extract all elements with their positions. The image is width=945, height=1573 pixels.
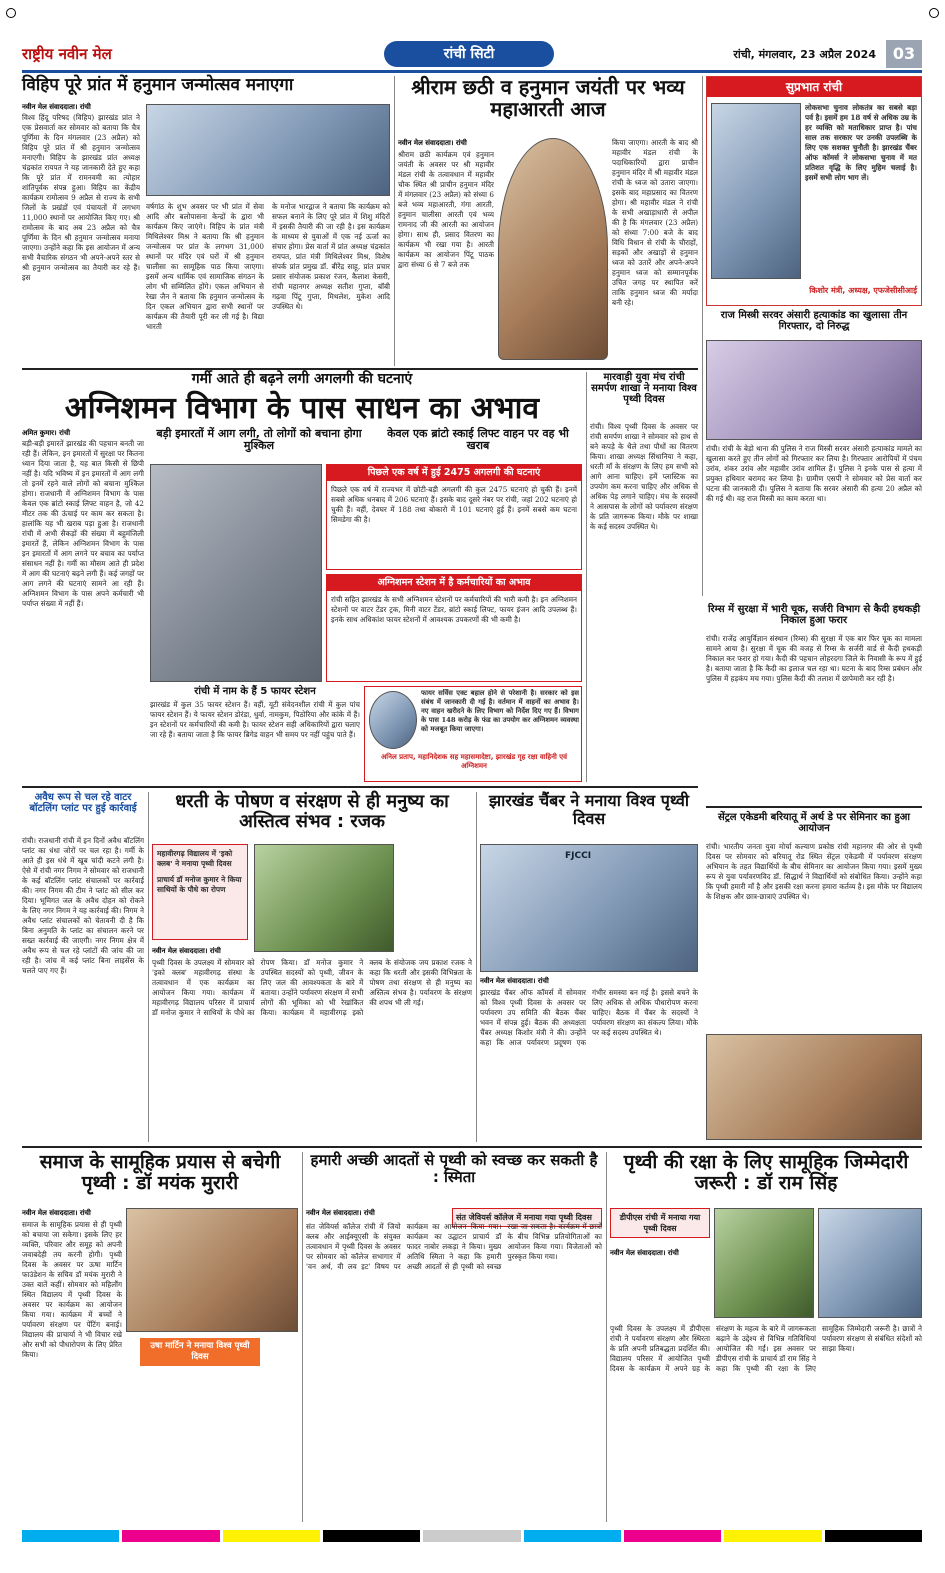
- story-achhi: [306, 1152, 602, 1522]
- suprabhat-title: सुप्रभात रांची: [707, 77, 921, 97]
- story-arrest-text: रांची। रांची के बेड़ो थाना की पुलिस ने राज मिस्त्री सरवर अंसारी हत्याकांड मामले का खुलासा करते हुए तीन लोगों को गिरफ्तार कर लिया है। गिरफ्तार आरोपियों में पंचम उरांव, शंकर उरांव और महावीर उरांव शामिल हैं। पुलिस ने इनके पास से हत्या में प्रयुक्त हथियार बरामद कर लिया है। ग्रामीण एसपी ने सोमवार को प्रेस वार्ता कर घटना की जानकारी दी। पुलिस ने बताया कि सरवर अंसारी की हत्या 20 अप्रैल को की गई थी। वह राज मिस्त्री का काम करता था।: [706, 444, 922, 503]
- fire-stations-title: रांची में नाम के हैं 5 फायर स्टेशन: [194, 686, 316, 697]
- chamber-byline: नवीन मेल संवाददाता। रांची: [480, 977, 549, 985]
- color-swatch: [323, 1530, 420, 1542]
- page-header: [22, 40, 922, 68]
- color-swatch: [825, 1530, 922, 1542]
- achhi-tag: संत जेवियर्स कॉलेज में मनाया गया पृथ्वी दिवस: [452, 1208, 602, 1227]
- column-rule: [586, 372, 587, 782]
- fire-subhead-1: बड़ी इमारतों में आग लगी, तो लोगों को बचाना होगा मुश्किल: [156, 427, 362, 453]
- header-paper-name: राष्ट्रीय नवीन मेल: [22, 45, 112, 63]
- dharti-tag-1: महावीरगढ़ विद्यालय में 'इको क्लब' ने मनाया पृथ्वी दिवस: [157, 849, 233, 868]
- column-rule: [702, 76, 703, 596]
- story-fire: [22, 372, 582, 782]
- fire-byline: अमित कुमार। रांची: [22, 429, 71, 437]
- section-rule: [22, 368, 698, 370]
- dharti-headline: धरती के पोषण व संरक्षण से ही मनुष्य का अस्तित्व संभव : रजक: [175, 791, 449, 833]
- story-vhp-byline: नवीन मेल संवाददाता। रांची: [22, 103, 91, 111]
- story-aarti-col1: श्रीराम छठी कार्यक्रम एवं हनुमान जयंती के अवसर पर श्री महावीर मंडल रांची के तत्वावधान में महावीर चौक स्थित श्री प्राचीन हनुमान मंदिर में मंगलवार (23 अप्रैल) को संध्या 6 बजे भव्य महाआरती, गंगा आरती, हनुमान चालीसा आरती एवं भव्य रामनाद जी की आरती का आयोजन होगा। साथ ही, प्रसाद वितरण का कार्यक्रम भी रखा गया है। आरती कार्यक्रम का आयोजन पिंटू पाठक द्वारा संध्या 6 से 7 बजे तक: [398, 150, 494, 269]
- chamber-text: झारखंड चैंबर ऑफ कॉमर्स में सोमवार को विश्व पृथ्वी दिवस के अवसर पर पर्यावरण उप समिति की बैठक चैंबर भवन में संपन्न हुई। बैठक की अध्यक्षता चैंबर अध्यक्ष किशोर मंत्री ने की। उन्होंने कहा कि आज पर्यावरण प्रदूषण एक गंभीर समस्या बन गई है। इससे बचने के लिए अधिक से अधिक पौधारोपण करना चाहिए। बैठक में चैंबर के सदस्यों ने पर्यावरण संरक्षण का संकल्प लिया। मौके पर कई सदस्य उपस्थित थे।: [480, 988, 698, 1047]
- story-central: [706, 812, 922, 1142]
- raksha-photo-2: [818, 1208, 922, 1318]
- story-vhp: [22, 76, 390, 366]
- achhi-byline: नवीन मेल संवाददाता। रांची: [306, 1209, 375, 1217]
- chamber-photo: [480, 844, 698, 972]
- fire-box-2: [326, 574, 582, 682]
- fire-quote-text: फायर सर्विस एक्ट बहाल होने से परेशानी है। सरकार को इस संबंध में जानकारी दी गई है। वर्तमान में वाहनों का अभाव है। नए वाहन खरीदने के लिए विभाग को निर्देश दिए गए हैं। विभाग के पास 148 करोड़ के फंड का उपयोग कर अग्निशमन व्यवस्था को मजबूत किया जाएगा।: [421, 689, 579, 733]
- story-arrest-headline: राज मिस्त्री सरवर अंसारी हत्याकांड का खुलासा तीन गिरफ्तार, दो निरुद्ध: [720, 310, 908, 333]
- suprabhat-quote: लोकसभा चुनाव लोकतंत्र का सबसे बड़ा पर्व है। इसमें हम 18 वर्ष से अधिक उम्र के हर व्यक्ति को मताधिकार प्राप्त है। पांच साल तक सरकार पर उनकी उपलब्धि के लिए एक सशक्त चुनौती है। झारखंड चैंबर ऑफ कॉमर्स ने लोकसभा चुनाव में मत प्रतिशत वृद्धि के लिए मुहिम चलाई है। इसमें सभी लोग भाग लें।: [805, 103, 917, 182]
- story-vhp-col1: विश्व हिंदू परिषद (विहिप) झारखंड प्रांत ने एक प्रेसवार्ता कर सोमवार को बताया कि चैत्र पूर्णिमा के दिन मंगलवार (23 अप्रैल) को विहिप पूरे प्रांत में श्री हनुमान जन्मोत्सव मनाएगी। विहिप के झारखंड प्रांत अध्यक्ष चंद्रकांत रायपत ने यह जानकारी देते हुए कहा कि पूरे प्रांत में रामनवमी का त्योहार शांतिपूर्वक संपन्न हुआ। विहिप का केंद्रीय कार्यक्रम रामोत्सव 9 अप्रैल से राज्य के सभी जिलों के प्रखंडों एवं पंचायतों में लगभग 11,000 स्थानों पर आयोजित किए गए। श्री रामोत्सव के बाद अब 23 अप्रैल को चैत्र पूर्णिमा के दिन श्री हनुमान जन्मोत्सव मनाया जाएगा। उन्होंने कहा कि इस आयोजन में अन्य सभी वैचारिक संगठन भी अपने-अपने स्तर से श्री हनुमान जन्मोत्सव का तैयारी कर रहे हैं। इस: [22, 113, 140, 282]
- dharti-byline: नवीन मेल संवाददाता। रांची: [152, 947, 221, 955]
- samaj-tag: उषा मार्टिन ने मनाया विश्व पृथ्वी दिवस: [140, 1338, 260, 1366]
- column-rule: [302, 1152, 303, 1522]
- color-swatch: [624, 1530, 721, 1542]
- registration-mark: [6, 8, 16, 18]
- color-swatch: [223, 1530, 320, 1542]
- dharti-tag-2: प्राचार्य डॉ मनोज कुमार ने किया साथियों के पौधे का रोपण: [157, 875, 242, 894]
- rims-headline: रिम्स में सुरक्षा में भारी चूक, सर्जरी विभाग से कैदी हथकड़ी निकाल हुआ फरार: [707, 604, 921, 627]
- story-aarti-headline: श्रीराम छठी व हनुमान जयंती पर भव्य महाआरती आज: [411, 75, 685, 122]
- story-chamber: [480, 792, 698, 1142]
- achhi-text: संत जेवियर्स कॉलेज रांची में जियो क्लब और आईक्यूएसी के संयुक्त तत्वावधान में पृथ्वी दिवस के अवसर पर सोमवार को कॉलेज सभागार में 'वन अर्थ, वी लव इट' विषय पर कार्यक्रम का आयोजन किया गया। कार्यक्रम का उद्घाटन प्राचार्य डॉ फादर नाबोर लकड़ा ने किया। मुख्य अतिथि स्मिता ने कहा कि हमारी अच्छी आदतों से ही पृथ्वी को स्वच्छ रखा जा सकता है। कार्यक्रम में छात्रों के बीच विभिन्न प्रतियोगिताओं का आयोजन किया गया। विजेताओं को पुरस्कृत किया गया।: [306, 1222, 602, 1271]
- fire-subhead-2: केवल एक ब्रांटो स्काई लिफ्ट वाहन पर वह भी खराब: [387, 427, 569, 453]
- story-raksha: [610, 1152, 922, 1522]
- samaj-byline: नवीन मेल संवाददाता। रांची: [22, 1209, 91, 1217]
- color-swatch: [524, 1530, 621, 1542]
- story-aarti-byline: नवीन मेल संवाददाता। रांची: [398, 139, 467, 147]
- header-rule: [22, 70, 922, 73]
- story-arrest-photo: [706, 340, 922, 440]
- story-water: [22, 792, 144, 1142]
- raksha-headline: पृथ्वी की रक्षा के लिए सामूहिक जिम्मेदारी जरूरी : डॉ राम सिंह: [623, 1151, 909, 1195]
- story-vhp-col3: के मनोज भारद्वाज ने बताया कि कार्यक्रम को सफल बनाने के लिए पूरे प्रांत में शिशु मंदिरों में इसकी तैयारी की जा रही है। इस कार्यक्रम के माध्यम से युवाओं में एक नई ऊर्जा का संचार होगा। प्रेस वार्ता में प्रांत अध्यक्ष चंद्रकांत रायपत, प्रांत मंत्री मिथिलेश्वर मिश्र, विशेष संपर्क प्रांत प्रमुख डॉ. बीरेंद्र साहू, प्रांत प्रचार प्रसार संयोजक प्रकाश रंजन, कैलाश केसरी, रांची महानगर अध्यक्ष सतीश गुप्ता, बॉबी गढ़वा पिंटू गुप्ता, मिथलेश, मुकेश आदि उपस्थित थे।: [272, 202, 390, 311]
- fire-box-2-text: रांची सहित झारखंड के सभी अग्निशमन स्टेशनों पर कर्मचारियों की भारी कमी है। इन अग्निशमन स्टेशनों पर वाटर टेंडर ट्रक, मिनी वाटर टेंडर, ब्रांटो स्काई लिफ्ट, फायर इंजन आदि उपलब्ध हैं। इनके साथ अधिकांश फायर स्टेशनों में आवश्यक उपकरणों की भी कमी है।: [331, 595, 577, 624]
- column-rule: [476, 792, 477, 1142]
- water-headline: अवैध रूप से चल रहे वाटर बॉटलिंग प्लांट पर हुई कार्रवाई: [29, 792, 137, 815]
- header-dateline: रांची, मंगलवार, 23 अप्रैल 2024: [733, 48, 876, 61]
- story-arrest: [706, 310, 922, 600]
- color-swatch: [122, 1530, 219, 1542]
- hanuman-illustration: [498, 138, 608, 360]
- fire-box-1: [326, 464, 582, 570]
- fire-box-1-title: पिछले एक वर्ष में हुई 2475 अगलगी की घटनाएं: [327, 465, 581, 481]
- fire-building-photo: [150, 464, 322, 682]
- marwari-headline: मारवाड़ी युवा मंच रांची समर्पण शाखा ने मनाया विश्व पृथ्वी दिवस: [591, 372, 697, 406]
- fire-box-1-text: पिछले एक वर्ष में राज्यभर में छोटी-बड़ी अगलगी की कुल 2475 घटनाएं हो चुकी हैं। इनमें सबसे अधिक धनबाद में 206 घटनाएं हैं। इसके बाद दूसरे नंबर पर रांची, जहां 202 घटनाएं हो चुकी हैं। वहीं, देवघर में 188 तथा बोकारो में 101 घटनाएं हुई हैं। इनमें सबसे कम घटना सिमडेगा की है।: [331, 485, 577, 524]
- header-section-tab: [384, 41, 554, 67]
- page-number: 03: [886, 40, 922, 68]
- column-rule: [394, 76, 395, 366]
- raksha-byline: नवीन मेल संवाददाता। रांची: [610, 1249, 679, 1257]
- fire-box-2-title: अग्निशमन स्टेशन में है कर्मचारियों का अभाव: [327, 575, 581, 591]
- story-marwari: [590, 372, 698, 782]
- fire-headline: अग्निशमन विभाग के पास साधन का अभाव: [64, 390, 540, 426]
- color-swatch: [22, 1530, 119, 1542]
- story-dharti: [152, 792, 472, 1142]
- fire-quote-credit: अनिल प्रताप, महानिदेशक सह महासमादेष्टा, झारखंड गृह रक्षा वाहिनी एवं अग्निशमन: [380, 753, 568, 770]
- dharti-tag-box: [152, 844, 248, 940]
- suprabhat-box: [706, 76, 922, 306]
- samaj-photo: [126, 1208, 298, 1332]
- section-rule: [22, 1146, 922, 1148]
- fire-kicker: गर्मी आते ही बढ़ने लगी अगलगी की घटनाएं: [191, 371, 413, 387]
- story-vhp-photo: [146, 104, 390, 196]
- footer-color-bar: [22, 1530, 922, 1542]
- story-rims: [706, 604, 922, 804]
- raksha-text: पृथ्वी दिवस के उपलक्ष्य में डीपीएस रांची ने पर्यावरण संरक्षण और स्थिरता के प्रति अपनी प्रतिबद्धता प्रदर्शित की। विद्यालय परिसर में आयोजित पृथ्वी दिवस के कार्यक्रम में अपने ग्रह के संरक्षण के महत्व के बारे में जागरूकता बढ़ाने के उद्देश्य से विभिन्न गतिविधियां आयोजित की गईं। इस अवसर पर डीपीएस रांची के प्राचार्य डॉ राम सिंह ने कहा कि पृथ्वी की रक्षा के लिए सामूहिक जिम्मेदारी जरूरी है। छात्रों ने पर्यावरण संरक्षण से संबंधित संदेशों को साझा किया।: [610, 1324, 922, 1373]
- samaj-headline: समाज के सामूहिक प्रयास से बचेगी पृथ्वी : डॉ मयंक मुरारी: [39, 1151, 281, 1195]
- story-aarti: [398, 76, 698, 366]
- section-rule: [22, 786, 698, 788]
- central-headline: सेंट्रल एकेडमी बरियातू में अर्थ डे पर सेमिनार का हुआ आयोजन: [717, 812, 910, 835]
- suprabhat-credit: किशोर मंत्री, अध्यक्ष, एफजेसीसीआई: [809, 286, 917, 295]
- rims-text: रांची। राजेंद्र आयुर्विज्ञान संस्थान (रिम्स) की सुरक्षा में एक बार फिर चूक का मामला सामने आया है। सुरक्षा में चूक की वजह से रिम्स के सर्जरी वार्ड से कैदी हथकड़ी निकाल कर फरार हो गया। कैदी की पहचान लोहरदगा जिले के निवासी के रूप में हुई है। बताया जाता है कि कैदी का इलाज चल रहा था। घटना के बाद रिम्स प्रबंधन और पुलिस में हड़कंप मच गया। पुलिस कैदी की तलाश में छापेमारी कर रही है।: [706, 634, 922, 683]
- story-vhp-headline: विहिप पूरे प्रांत में हनुमान जन्मोत्सव मनाएगा: [22, 75, 294, 95]
- dharti-photo: [254, 844, 394, 952]
- suprabhat-portrait: [711, 103, 801, 279]
- story-aarti-col2: किया जाएगा। आरती के बाद श्री महावीर मंडल रांची के पदाधिकारियों द्वारा प्राचीन हनुमान मंदिर में श्री महावीर मंडल रांची के ध्वज को उतारा जाएगा। इसके बाद महाप्रसाद का वितरण होगा। श्री महावीर मंडल ने रांची के सभी अखाड़ाधारी से अपील की है कि मंगलवार (23 अप्रैल) को संध्या 7:00 बजे के बाद विधि विधान से रांची के चौराहों, सड़कों और अखाड़ों से हनुमान ध्वज को उतारें और अपने-अपने हनुमान ध्वज को सम्मानपूर्वक उचित जगह पर स्थापित करें ताकि हनुमान ध्वज की मर्यादा बनी रहे।: [612, 138, 698, 307]
- samaj-text: समाज के सामूहिक प्रयास से ही पृथ्वी को बचाया जा सकेगा। इसके लिए हर व्यक्ति, परिवार और समूह को अपनी जवाबदेही तय करनी होगी। पृथ्वी दिवस के अवसर पर ऊषा मार्टिन फाउंडेशन के सचिव डॉ मयंक मुरारी ने उक्त बातें कहीं। सोमवार को महिलौंग स्थित विद्यालय में पृथ्वी दिवस के अवसर पर कार्यक्रम का आयोजन किया गया। कार्यक्रम में बच्चों ने पर्यावरण संरक्षण पर पेंटिंग बनाई। विद्यालय की प्राचार्या ने भी विचार रखे और सभी को पौधारोपण के लिए प्रेरित किया।: [22, 1220, 122, 1359]
- registration-mark: [929, 8, 939, 18]
- section-title: रांची सिटी: [443, 46, 495, 62]
- color-swatch: [724, 1530, 821, 1542]
- marwari-text: रांची। विश्व पृथ्वी दिवस के अवसर पर रांची समर्पण शाखा ने सोमवार को हाथ से बने कपड़े के थैले तथा पौधों का वितरण किया। शाखा अध्यक्ष सिंधानिया ने कहा, धरती माँ के संरक्षण के लिए हम सभी को आगे आना चाहिए। हमें प्लास्टिक का उपयोग कम करना चाहिए और अधिक से अधिक पेड़ लगाने चाहिए। मंच के सदस्यों ने आसपास के लोगों को पर्यावरण संरक्षण के प्रति जागरूक किया। मौके पर शाखा के कई सदस्य उपस्थित थे।: [590, 422, 698, 531]
- fire-stations-text: झारखंड में कुल 35 फायर स्टेशन हैं। वहीं, यूटी संवेदनशील रांची में कुल पांच फायर स्टेशन हैं। ये फायर स्टेशन डोरंडा, धुर्वा, नामकुम, पिठोरिया और कांके में हैं। इन स्टेशनों पर कर्मचारियों की कमी है। फायर स्टेशन सही अधिकारियों द्वारा चलाए जा रहे हैं। बताया जाता है कि फायर ब्रिगेड वाहन भी समय पर नहीं पहुंच पाते हैं।: [150, 700, 360, 739]
- dharti-text: पृथ्वी दिवस के उपलक्ष्य में सोमवार को 'इको क्लब' महावीरगढ़ संस्था के तत्वावधान में एक कार्यक्रम का आयोजन किया गया। कार्यक्रम में महावीरगढ़ विद्यालय परिसर में प्राचार्य डॉ मनोज कुमार ने साथियों के पौधे का रोपण किया। डॉ मनोज कुमार ने उपस्थित सदस्यों को पृथ्वी, जीवन के लिए जल की आवश्यकता के बारे में बताया। उन्होंने पर्यावरण संरक्षण में सभी लोगों की भूमिका को भी रेखांकित किया। कार्यक्रम में महावीरगढ़ इको क्लब के संयोजक जय प्रकाश रजक ने कहा कि धरती और इसकी विभिन्नता के पोषण तथा संरक्षण से ही मनुष्य का अस्तित्व संभव है। पर्यावरण के संरक्षण की शपथ भी ली गई।: [152, 958, 472, 1017]
- central-text: रांची। भारतीय जनता युवा मोर्चा कल्याण प्रकोष्ठ रांची महानगर की ओर से पृथ्वी दिवस पर सोमवार को बरियातू रोड स्थित सेंट्रल एकेडमी में पर्यावरण संरक्षण अभियान के तहत विद्यार्थियों के बीच सेमिनार का आयोजन किया गया। इसमें मुख्य रूप से युवा पर्यावरणविद डॉ. सिद्धार्थ ने विद्यार्थियों को संबोधित किया। उन्होंने कहा कि पृथ्वी हमारी माँ है और इसकी रक्षा करना हमारा कर्तव्य है। इस मौके पर विद्यालय के शिक्षक और छात्र-छात्राएं उपस्थित थे।: [706, 842, 922, 901]
- chamber-photo-banner: FJCCI: [565, 851, 592, 861]
- fire-quote-box: [364, 686, 582, 782]
- central-photo: [706, 1034, 922, 1140]
- story-samaj: [22, 1152, 298, 1522]
- color-swatch: [423, 1530, 520, 1542]
- raksha-photo-1: [714, 1208, 814, 1318]
- fire-quote-portrait: [369, 691, 417, 749]
- column-rule: [148, 792, 149, 1142]
- water-text: रांची। राजधानी रांची में इन दिनों अवैध बॉटलिंग प्लांट का धंधा जोरों पर चल रहा है। गर्मी के आते ही इस धंधे में खूब चांदी कटने लगी है। ऐसे में रांची नगर निगम ने सोमवार को राजधानी के कई बॉटलिंग प्लांट संचालकों पर कार्रवाई की। नगर निगम की टीम ने प्लांट को सील कर दिया। भूमिगत जल के अवैध दोहन को रोकने के लिए नगर निगम ने यह कार्रवाई की। निगम ने अवैध प्लांट संचालकों को चेतावनी दी है कि बिना अनुमति के प्लांट का संचालन करने पर सख्त कार्रवाई की जाएगी। नगर निगम क्षेत्र में अवैध रूप से चल रहे प्लांटों की जांच की जा रही है। जांच में कई प्लांट बिना लाइसेंस के चलते पाए गए हैं।: [22, 836, 144, 975]
- column-rule: [606, 1152, 607, 1522]
- story-vhp-col2: वर्षगांठ के शुभ अवसर पर भी प्रांत में सेवा आदि और बलोपासना केन्द्रों के द्वारा भी कार्यक्रम किए जाएंगे। विहिप के प्रांत मंत्री मिथिलेश्वर मिश्र ने बताया कि श्री हनुमान जन्मोत्सव पर प्रांत के लगभग 31,000 स्थानों पर मंदिर एवं घरों में श्री हनुमान चालीसा का सामूहिक पाठ किया जाएगा। इसमें अन्य धार्मिक एवं सामाजिक संगठन के लोग भी सम्मिलित होंगे। एकल अभियान से रेखा जैन ने बताया कि हनुमान जन्मोत्सव के दिन एकल अभियान द्वारा सभी स्थानों पर कार्यक्रम की तैयारी पूरी कर ली गई है। विद्या भारती: [146, 202, 264, 331]
- achhi-headline: हमारी अच्छी आदतों से पृथ्वी को स्वच्छ कर सकती है : स्मिता: [310, 1151, 598, 1186]
- section-rule: [706, 806, 922, 808]
- raksha-tag: डीपीएस रांची में मनाया गया पृथ्वी दिवस: [610, 1208, 710, 1238]
- fire-intro: बड़ी-बड़ी इमारतें झारखंड की पहचान बनती जा रही हैं। लेकिन, इन इमारतों में सुरक्षा पर कितना ध्यान दिया जाता है, यह बात किसी से छिपी नहीं है। यदि भविष्य में इन इमारतों में आग लगी तो इनमें रहने वाले लोगों को बचाना मुश्किल होगा। राजधानी में अग्निशमन विभाग के पास केवल एक ब्रांटो स्काई लिफ्ट वाहन है, जो 42 मीटर तक की ऊंचाई पर काम कर सकता है। हालांकि यह भी खराब पड़ा हुआ है। राजधानी रांची में अभी सैकड़ों की संख्या में बहुमंजिली इमारतें हैं, लेकिन अग्निशमन विभाग के पास इन इमारतों में आग लगने पर बचाव का पर्याप्त संसाधन नहीं है। गर्मी का मौसम आते ही प्रदेश में आग की घटनाएं बढ़ने लगी हैं। कई जगहों पर आग लगने की घटनाएं सामने आ रही हैं। अग्निशमन विभाग के पास अपने कर्मचारी भी पर्याप्त संख्या में नहीं हैं।: [22, 439, 144, 608]
- chamber-headline: झारखंड चैंबर ने मनाया विश्व पृथ्वी दिवस: [488, 791, 690, 828]
